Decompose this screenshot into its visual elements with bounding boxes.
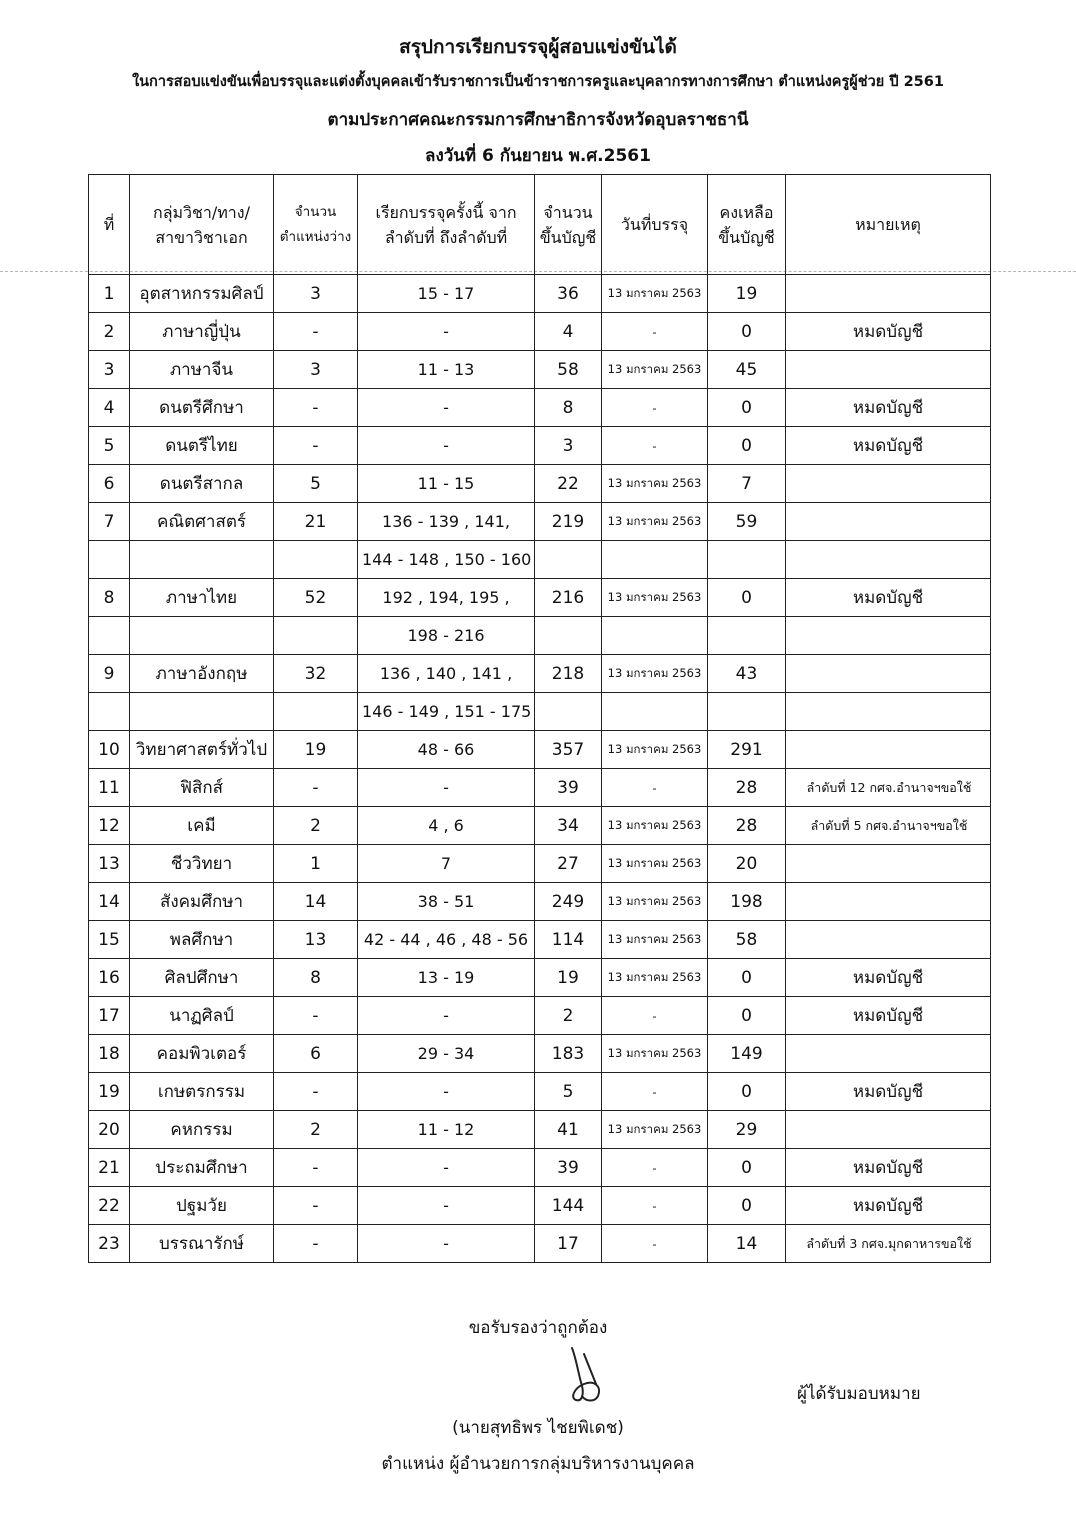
row-number-cell: 4	[89, 389, 130, 427]
row-number-cell: 17	[89, 997, 130, 1035]
subject-cell: ภาษาไทย	[130, 579, 274, 617]
listed-cell: 3	[535, 427, 602, 465]
listed-cell: 2	[535, 997, 602, 1035]
note-cell	[786, 541, 991, 579]
remaining-cell: 0	[708, 427, 786, 465]
vacancies-cell: 52	[274, 579, 358, 617]
row-number-cell	[89, 617, 130, 655]
row-number-cell: 8	[89, 579, 130, 617]
row-number-cell: 7	[89, 503, 130, 541]
called-range-cell: 192 , 194, 195 ,	[358, 579, 535, 617]
row-number-cell: 2	[89, 313, 130, 351]
remaining-cell: 0	[708, 959, 786, 997]
table-row	[89, 275, 991, 313]
column-header-called-range: เรียกบรรจุครั้งนี้ จากลำดับที่ ถึงลำดับที่	[358, 175, 535, 275]
row-number-cell: 13	[89, 845, 130, 883]
subject-cell: ภาษาจีน	[130, 351, 274, 389]
table-row	[89, 1035, 991, 1073]
note-cell: หมดบัญชี	[786, 1149, 991, 1187]
remaining-cell: 28	[708, 769, 786, 807]
remaining-cell: 149	[708, 1035, 786, 1073]
listed-cell: 22	[535, 465, 602, 503]
vacancies-cell: 1	[274, 845, 358, 883]
listed-cell: 114	[535, 921, 602, 959]
listed-cell: 41	[535, 1111, 602, 1149]
note-cell: หมดบัญชี	[786, 1187, 991, 1225]
called-range-cell: -	[358, 769, 535, 807]
vacancies-cell	[274, 617, 358, 655]
note-cell	[786, 617, 991, 655]
subject-cell: ดนตรีศึกษา	[130, 389, 274, 427]
appointment-date-cell: 13 มกราคม 2563	[602, 655, 708, 693]
appointment-date-cell: 13 มกราคม 2563	[602, 1035, 708, 1073]
vacancies-cell: 14	[274, 883, 358, 921]
signer-position: ตำแหน่ง ผู้อำนวยการกลุ่มบริหารงานบุคคล	[381, 1454, 695, 1474]
called-range-cell: 38 - 51	[358, 883, 535, 921]
table-row	[89, 313, 991, 351]
called-range-cell: 13 - 19	[358, 959, 535, 997]
note-cell: หมดบัญชี	[786, 997, 991, 1035]
remaining-cell: 0	[708, 997, 786, 1035]
listed-cell: 17	[535, 1225, 602, 1263]
vacancies-cell: 2	[274, 807, 358, 845]
note-cell	[786, 921, 991, 959]
called-range-cell: 11 - 15	[358, 465, 535, 503]
table-header-row	[89, 175, 991, 275]
called-range-cell: 136 - 139 , 141,	[358, 503, 535, 541]
remaining-cell	[708, 617, 786, 655]
appointment-date-cell: -	[602, 313, 708, 351]
table-row	[89, 1149, 991, 1187]
table-row	[89, 1073, 991, 1111]
listed-cell: 249	[535, 883, 602, 921]
subject-cell: บรรณารักษ์	[130, 1225, 274, 1263]
note-cell: หมดบัญชี	[786, 1073, 991, 1111]
called-range-cell: -	[358, 389, 535, 427]
note-cell: หมดบัญชี	[786, 959, 991, 997]
note-cell	[786, 1035, 991, 1073]
appointment-date-cell: 13 มกราคม 2563	[602, 921, 708, 959]
table-row	[89, 807, 991, 845]
remaining-cell: 29	[708, 1111, 786, 1149]
note-cell	[786, 655, 991, 693]
table-row	[89, 731, 991, 769]
note-cell: ลำดับที่ 5 กศจ.อำนาจฯขอใช้	[786, 807, 991, 845]
called-range-cell: -	[358, 313, 535, 351]
remaining-cell: 198	[708, 883, 786, 921]
subject-cell: สังคมศึกษา	[130, 883, 274, 921]
vacancies-cell: -	[274, 769, 358, 807]
row-number-cell: 1	[89, 275, 130, 313]
appointment-date-cell: -	[602, 1149, 708, 1187]
called-range-cell: 136 , 140 , 141 ,	[358, 655, 535, 693]
listed-cell: 36	[535, 275, 602, 313]
listed-cell: 216	[535, 579, 602, 617]
remaining-cell: 19	[708, 275, 786, 313]
row-number-cell	[89, 541, 130, 579]
row-number-cell: 3	[89, 351, 130, 389]
note-cell	[786, 465, 991, 503]
announcement-date: ลงวันที่ 6 กันยายน พ.ศ.2561	[425, 146, 651, 166]
listed-cell: 34	[535, 807, 602, 845]
note-cell	[786, 883, 991, 921]
remaining-cell: 0	[708, 1187, 786, 1225]
row-number-cell: 23	[89, 1225, 130, 1263]
vacancies-cell: -	[274, 1225, 358, 1263]
note-cell	[786, 503, 991, 541]
table-row	[89, 541, 991, 579]
subject-cell: นาฏศิลป์	[130, 997, 274, 1035]
listed-cell: 58	[535, 351, 602, 389]
subject-cell: ภาษาอังกฤษ	[130, 655, 274, 693]
remaining-cell: 43	[708, 655, 786, 693]
subject-cell: วิทยาศาสตร์ทั่วไป	[130, 731, 274, 769]
subject-cell: อุตสาหกรรมศิลป์	[130, 275, 274, 313]
row-number-cell: 5	[89, 427, 130, 465]
appointment-date-cell: 13 มกราคม 2563	[602, 883, 708, 921]
table-row	[89, 997, 991, 1035]
vacancies-cell	[274, 541, 358, 579]
recruitment-table	[88, 174, 991, 1263]
table-row	[89, 693, 991, 731]
remaining-cell: 28	[708, 807, 786, 845]
table-row	[89, 845, 991, 883]
appointment-date-cell	[602, 541, 708, 579]
listed-cell: 357	[535, 731, 602, 769]
table-row	[89, 389, 991, 427]
row-number-cell: 21	[89, 1149, 130, 1187]
appointment-date-cell: -	[602, 389, 708, 427]
vacancies-cell: -	[274, 389, 358, 427]
appointment-date-cell: 13 มกราคม 2563	[602, 807, 708, 845]
subject-cell	[130, 617, 274, 655]
vacancies-cell: -	[274, 1187, 358, 1225]
table-row	[89, 427, 991, 465]
vacancies-cell: -	[274, 427, 358, 465]
column-header-listed: จำนวน ขึ้นบัญชี	[535, 175, 602, 275]
listed-cell: 218	[535, 655, 602, 693]
table-row	[89, 617, 991, 655]
appointment-date-cell: 13 มกราคม 2563	[602, 275, 708, 313]
vacancies-cell: 21	[274, 503, 358, 541]
appointment-date-cell: 13 มกราคม 2563	[602, 351, 708, 389]
row-number-cell: 6	[89, 465, 130, 503]
appointment-date-cell: 13 มกราคม 2563	[602, 1111, 708, 1149]
note-cell	[786, 845, 991, 883]
called-range-cell: 146 - 149 , 151 - 175	[358, 693, 535, 731]
appointment-date-cell: -	[602, 997, 708, 1035]
note-cell: ลำดับที่ 12 กศจ.อำนาจฯขอใช้	[786, 769, 991, 807]
handwritten-signature	[562, 1344, 610, 1406]
note-cell	[786, 731, 991, 769]
note-cell: หมดบัญชี	[786, 579, 991, 617]
appointment-date-cell	[602, 693, 708, 731]
listed-cell: 5	[535, 1073, 602, 1111]
subject-cell: เคมี	[130, 807, 274, 845]
listed-cell: 183	[535, 1035, 602, 1073]
listed-cell: 4	[535, 313, 602, 351]
remaining-cell: 59	[708, 503, 786, 541]
called-range-cell: -	[358, 997, 535, 1035]
subject-cell: ประถมศึกษา	[130, 1149, 274, 1187]
vacancies-cell: 8	[274, 959, 358, 997]
column-header-appointment-date: วันที่บรรจุ	[602, 175, 708, 275]
row-number-cell: 22	[89, 1187, 130, 1225]
called-range-cell: 42 - 44 , 46 , 48 - 56	[358, 921, 535, 959]
note-cell: ลำดับที่ 3 กศจ.มุกดาหารขอใช้	[786, 1225, 991, 1263]
row-number-cell: 16	[89, 959, 130, 997]
subject-cell: คหกรรม	[130, 1111, 274, 1149]
subject-cell: เกษตรกรรม	[130, 1073, 274, 1111]
table-row	[89, 351, 991, 389]
vacancies-cell	[274, 693, 358, 731]
row-number-cell: 10	[89, 731, 130, 769]
remaining-cell: 58	[708, 921, 786, 959]
row-number-cell: 12	[89, 807, 130, 845]
vacancies-cell: 19	[274, 731, 358, 769]
called-range-cell: -	[358, 1225, 535, 1263]
vacancies-cell: 5	[274, 465, 358, 503]
called-range-cell: 29 - 34	[358, 1035, 535, 1073]
listed-cell: 39	[535, 1149, 602, 1187]
remaining-cell: 20	[708, 845, 786, 883]
appointment-date-cell: 13 มกราคม 2563	[602, 465, 708, 503]
called-range-cell: 144 - 148 , 150 - 160	[358, 541, 535, 579]
table-row	[89, 1111, 991, 1149]
signer-name: (นายสุทธิพร ไชยพิเดช)	[452, 1418, 624, 1438]
note-cell	[786, 693, 991, 731]
called-range-cell: 11 - 12	[358, 1111, 535, 1149]
column-header-remaining: คงเหลือ ขึ้นบัญชี	[708, 175, 786, 275]
called-range-cell: 198 - 216	[358, 617, 535, 655]
remaining-cell	[708, 693, 786, 731]
column-header-vacancies: จำนวน ตำแหน่งว่าง	[274, 175, 358, 275]
certification-text: ขอรับรองว่าถูกต้อง	[468, 1318, 608, 1338]
row-number-cell: 18	[89, 1035, 130, 1073]
note-cell: หมดบัญชี	[786, 389, 991, 427]
remaining-cell: 7	[708, 465, 786, 503]
subject-cell: พลศึกษา	[130, 921, 274, 959]
document-subtitle: ในการสอบแข่งขันเพื่อบรรจุและแต่งตั้งบุคคลเข้ารับราชการเป็นข้าราชการครูและบุคลากรทางการศึกษา ตำแหน่งครูผู้ช่วย ปี 2561	[132, 74, 944, 90]
row-number-cell: 15	[89, 921, 130, 959]
appointment-date-cell: 13 มกราคม 2563	[602, 503, 708, 541]
listed-cell: 219	[535, 503, 602, 541]
row-number-cell: 20	[89, 1111, 130, 1149]
announcement-line: ตามประกาศคณะกรรมการศึกษาธิการจังหวัดอุบลราชธานี	[327, 110, 749, 130]
remaining-cell: 0	[708, 389, 786, 427]
subject-cell: ปฐมวัย	[130, 1187, 274, 1225]
called-range-cell: -	[358, 427, 535, 465]
subject-cell	[130, 693, 274, 731]
remaining-cell: 291	[708, 731, 786, 769]
vacancies-cell: 3	[274, 351, 358, 389]
table-row	[89, 921, 991, 959]
called-range-cell: -	[358, 1149, 535, 1187]
table-row	[89, 959, 991, 997]
called-range-cell: -	[358, 1187, 535, 1225]
subject-cell: ดนตรีไทย	[130, 427, 274, 465]
remaining-cell: 45	[708, 351, 786, 389]
called-range-cell: 48 - 66	[358, 731, 535, 769]
vacancies-cell: -	[274, 1073, 358, 1111]
table-body	[89, 275, 991, 1263]
row-number-cell: 19	[89, 1073, 130, 1111]
listed-cell: 39	[535, 769, 602, 807]
appointment-date-cell: -	[602, 1225, 708, 1263]
column-header-no: ที่	[89, 175, 130, 275]
called-range-cell: 7	[358, 845, 535, 883]
listed-cell	[535, 693, 602, 731]
listed-cell	[535, 617, 602, 655]
subject-cell: ดนตรีสากล	[130, 465, 274, 503]
table-row	[89, 769, 991, 807]
listed-cell	[535, 541, 602, 579]
listed-cell: 8	[535, 389, 602, 427]
document-title: สรุปการเรียกบรรจุผู้สอบแข่งขันได้	[399, 36, 677, 58]
appointment-date-cell: -	[602, 427, 708, 465]
vacancies-cell: 2	[274, 1111, 358, 1149]
subject-cell: ภาษาญี่ปุ่น	[130, 313, 274, 351]
listed-cell: 27	[535, 845, 602, 883]
note-cell	[786, 1111, 991, 1149]
note-cell	[786, 275, 991, 313]
vacancies-cell: 3	[274, 275, 358, 313]
appointment-date-cell: 13 มกราคม 2563	[602, 845, 708, 883]
listed-cell: 19	[535, 959, 602, 997]
subject-cell: คอมพิวเตอร์	[130, 1035, 274, 1073]
appointment-date-cell: 13 มกราคม 2563	[602, 959, 708, 997]
appointment-date-cell: -	[602, 769, 708, 807]
table-row	[89, 1225, 991, 1263]
remaining-cell: 14	[708, 1225, 786, 1263]
table-row	[89, 655, 991, 693]
note-cell	[786, 351, 991, 389]
note-cell: หมดบัญชี	[786, 427, 991, 465]
column-header-subject: กลุ่มวิชา/ทาง/ สาขาวิชาเอก	[130, 175, 274, 275]
vacancies-cell: -	[274, 997, 358, 1035]
column-header-note: หมายเหตุ	[786, 175, 991, 275]
subject-cell: คณิตศาสตร์	[130, 503, 274, 541]
note-cell: หมดบัญชี	[786, 313, 991, 351]
row-number-cell: 9	[89, 655, 130, 693]
vacancies-cell: 32	[274, 655, 358, 693]
appointment-date-cell: -	[602, 1073, 708, 1111]
remaining-cell	[708, 541, 786, 579]
table-row	[89, 465, 991, 503]
vacancies-cell: -	[274, 1149, 358, 1187]
subject-cell: ชีววิทยา	[130, 845, 274, 883]
listed-cell: 144	[535, 1187, 602, 1225]
table-row	[89, 579, 991, 617]
appointment-date-cell: 13 มกราคม 2563	[602, 579, 708, 617]
subject-cell	[130, 541, 274, 579]
appointment-date-cell	[602, 617, 708, 655]
table-row	[89, 503, 991, 541]
called-range-cell: -	[358, 1073, 535, 1111]
appointment-date-cell: 13 มกราคม 2563	[602, 731, 708, 769]
vacancies-cell: 6	[274, 1035, 358, 1073]
called-range-cell: 11 - 13	[358, 351, 535, 389]
subject-cell: ฟิสิกส์	[130, 769, 274, 807]
row-number-cell: 14	[89, 883, 130, 921]
row-number-cell	[89, 693, 130, 731]
remaining-cell: 0	[708, 313, 786, 351]
remaining-cell: 0	[708, 1073, 786, 1111]
remaining-cell: 0	[708, 1149, 786, 1187]
called-range-cell: 4 , 6	[358, 807, 535, 845]
row-number-cell: 11	[89, 769, 130, 807]
assignee-label: ผู้ได้รับมอบหมาย	[797, 1384, 921, 1404]
table-row	[89, 1187, 991, 1225]
vacancies-cell: 13	[274, 921, 358, 959]
vacancies-cell: -	[274, 313, 358, 351]
remaining-cell: 0	[708, 579, 786, 617]
subject-cell: ศิลปศึกษา	[130, 959, 274, 997]
appointment-date-cell: -	[602, 1187, 708, 1225]
table-row	[89, 883, 991, 921]
called-range-cell: 15 - 17	[358, 275, 535, 313]
